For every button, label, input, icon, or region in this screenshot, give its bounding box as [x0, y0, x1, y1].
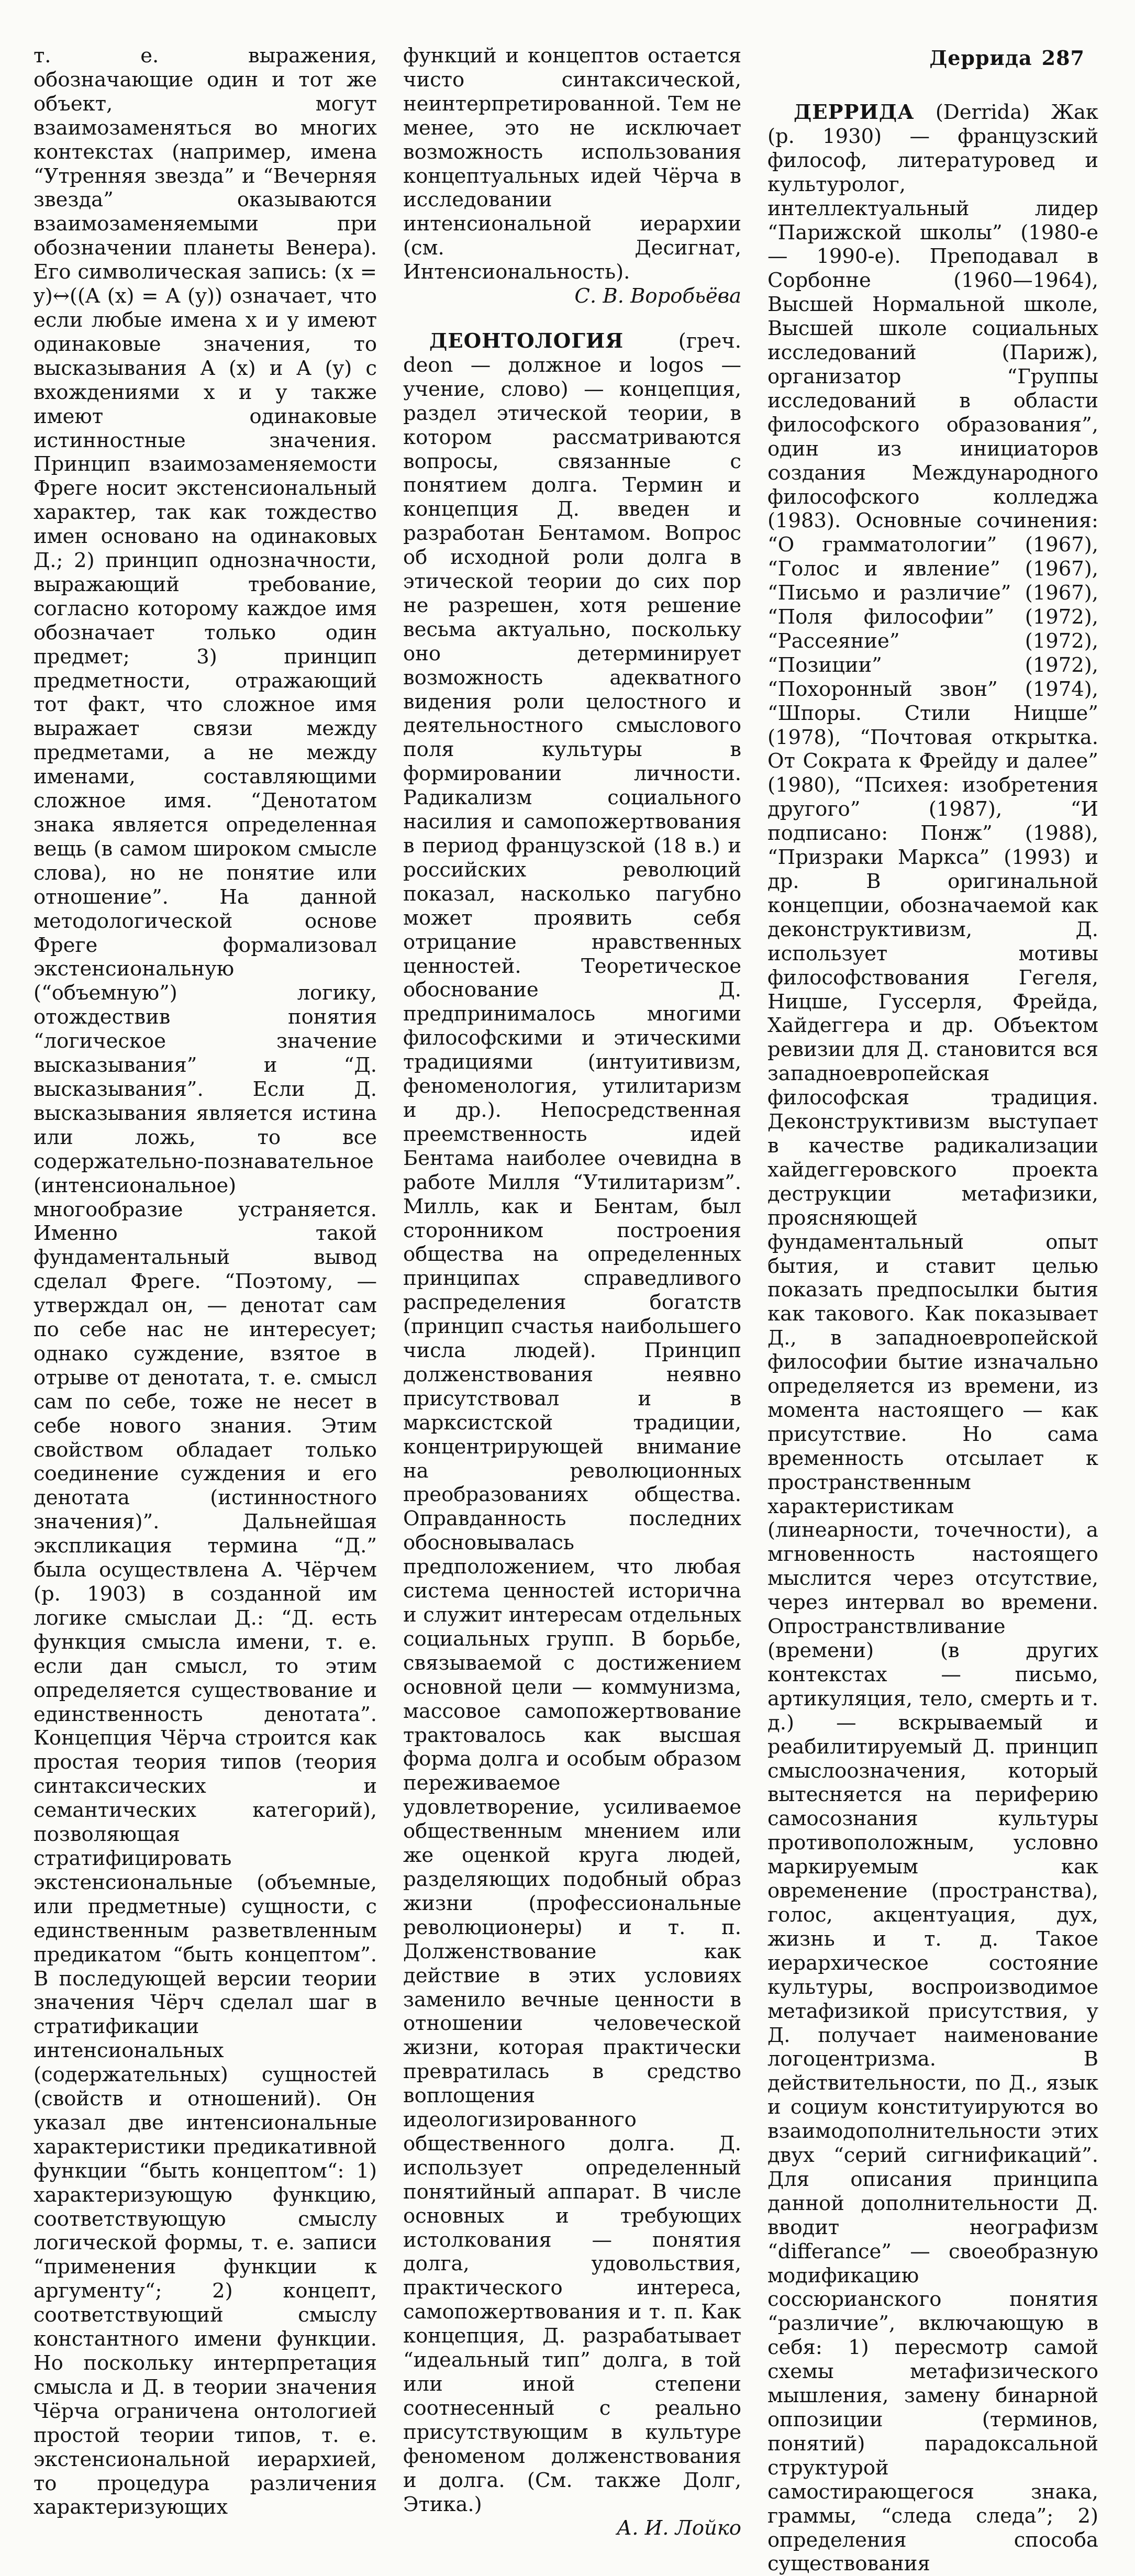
column-3 [767, 101, 1098, 2576]
entry-derrida-text: (Derrida) Жак (р. 1930) — французский философ, литературовед и культуролог, интеллектуальный лидер “Парижской школы” (1980-е — 1990-е). Преподавал в Сорбонне (1960—1964), Высшей Нормальной школе, Высшей школе социальных исследований (Париж), организатор “Группы исследований в области философского образования”, один из инициаторов создания Международного философского колледжа (1983). Основные сочинения: “О грамматологии” (1967), “Голос и явление” (1967), “Письмо и различие” (1967), “Поля философии” (1972), “Рассеяние” (1972), “Позиции” (1972), “Похоронный звон” (1974), “Шпоры. Стили Ницше” (1978), “Почтовая открытка. От Сократа к Фрейду и далее” (1980), “Психея: изобретения другого” (1987), “И подписано: Понж” (1988), “Призраки Маркса” (1993) и др. В оригинальной концепции, обозначаемой как деконструктивизм, Д. использует мотивы философствования Гегеля, Ницше, Гуссерля, Фрейда, Хайдеггера и др. Объектом ревизии для Д. становится вся западноевропейская философская традиция. Деконструктивизм выступает в качестве радикализации хайдеггеровского проекта деструкции метафизики, проясняющей фундаментальный опыт бытия, и ставит целью показать предпосылки бытия как такового. Как показывает Д., в западноевропейской философии бытие изначально определяется из времени, из момента настоящего — как присутствие. Но сама временность отсылает к пространственным характеристикам (линеарности, точечности), а мгновенность настоящего мыслится через отсутствие, через интервал во времени. Опространствливание (времени) (в других контекстах — письмо, артикуляция, тело, смерть и т. д.) — вскрываемый и реабилитируемый Д. принцип смыслоозначения, который вытесняется на периферию самосознания культуры противоположным, условно маркируемым как овременение (пространства), голос, акцентуация, дух, жизнь и т. д. Такое иерархическое состояние культуры, воспроизводимое метафизикой присутствия, у Д. получает наименование логоцентризма. В действительности, по Д., язык и социум конституируются во взаимодополнительности этих двух “серий сигнификаций”. Для описания принципа данной дополнительности Д. вводит неографизм “differance” — своеобразную модификацию соссюрианского понятия “различие”, включающую в себя: 1) пересмотр самой схемы метафизического мышления, замену бинарной оппозиции (терминов, понятий) парадоксальной структурой самостирающегося знака, граммы, “следа следа”; 2) определения способа существования [767, 101, 1098, 2576]
header-title: Деррида [929, 46, 1032, 70]
entry-deontology-text: (греч. deon — должное и logos — учение, слово) — концепция, раздел этической теории, в котором рассматриваются вопросы, связанные с понятием долга. Термин и концепция Д. введен и разработан Бентамом. Вопрос об исходной роли долга в этической теории до сих пор не разрешен, хотя решение весьма актуально, поскольку оно детерминирует возможность адекватного видения роли целостного и деятельностного смыслового поля культуры в формировании личности. Радикализм социального насилия и самопожертвования в период французской (18 в.) и российских революций показал, насколько пагубно может проявить себя отрицание нравственных ценностей. Теоретическое обоснование Д. предпринималось многими философскими и этическими традициями (интуитивизм, феноменология, утилитаризм и др.). Непосредственная преемственность идей Бентама наиболее очевидна в работе Милля “Утилитаризм”. Милль, как и Бентам, был сторонником построения общества на определенных принципах справедливого распределения богатств (принцип счастья наибольшего числа людей). Принцип долженствования неявно присутствовал и в марксистской традиции, концентрирующей внимание на революционных преобразованиях общества. Оправданность последних обосновывалась предположением, что любая система ценностей исторична и служит интересам отдельных социальных групп. В борьбе, связываемой с достижением основной цели — коммунизма, массовое самопожертвование трактовалось как высшая форма долга и особым образом переживаемое удовлетворение, усиливаемое общественным мнением или же оценкой круга людей, разделяющих подобный образ жизни (профессиональные революционеры) и т. п. Долженствование как действие в этих условиях заменило вечные ценности в отношении человеческой жизни, которая практически превратилась в средство воплощения идеологизированного общественного долга. Д. использует определенный понятийный аппарат. В числе основных и требующих истолкования — понятия долга, удовольствия, практического интереса, самопожертвования и т. п. Как концепция, Д. разрабатывает “идеальный тип” долга, в той или иной степени соотнесенный с реально присутствующим в культуре феноменом долженствования и долга. (См. также Долг, Этика.) [403, 329, 741, 2516]
entry-deontology [403, 329, 741, 2516]
headword-deontology: ДЕОНТОЛОГИЯ [429, 329, 624, 353]
headword-derrida: ДЕРРИДА [794, 101, 915, 124]
column-1 [34, 44, 377, 2519]
entry-deontology-author: А. И. Лойко [617, 2516, 741, 2540]
column-2 [403, 44, 741, 2540]
page-number: 287 [1041, 46, 1085, 70]
column-1-text: т. е. выражения, обозначающие один и тот же объект, могут взаимозаменяться во многих контекстах (например, имена “Утренняя звезда” и “Вечерняя звезда” оказываются взаимозаменяемыми при обозначении планеты Венера). Его символическая запись: (x = y)↔((A (x) = A (y)) означает, что если любые имена x и y имеют одинаковые значения, то высказывания A (x) и A (y) с вхождениями x и y также имеют одинаковые истинностные значения. Принцип взаимозаменяемости Фреге носит экстенсиональный характер, так как тождество имен основано на одинаковых Д.; 2) принцип однозначности, выражающий требование, согласно которому каждое имя обозначает только один предмет; 3) принцип предметности, отражающий тот факт, что сложное имя выражает связи между предметами, а не между именами, составляющими сложное имя. “Денотатом знака является определенная вещь (в самом широком смысле слова), но не понятие или отношение”. На данной методологической основе Фреге формализовал экстенсиональную (“объемную”) логику, отождествив понятия “логическое значение высказывания” и “Д. высказывания”. Если Д. высказывания является истина или ложь, то все содержательно-познавательное (интенсиональное) многообразие устраняется. Именно такой фундаментальный вывод сделал Фреге. “Поэтому, — утверждал он, — денотат сам по себе нас не интересует; однако суждение, взятое в отрыве от денотата, т. е. смысл сам по себе, тоже не несет в себе нового знания. Этим свойством обладает только соединение суждения и его денотата (истинностного значения)”. Дальнейшая экспликация термина “Д.” была осуществлена А. Чёрчем (р. 1903) в созданной им логике смыслаи Д.: “Д. есть функция смысла имени, т. е. если дан смысл, то этим определяется существование и единственность денотата”. Концепция Чёрча строится как простая теория типов (теория синтаксических и семантических категорий), позволяющая стратифицировать экстенсиональные (объемные, или предметные) сущности, с единственным разветвленным предикатом “быть концептом”. В последующей версии теории значения Чёрч сделал шаг в стратификации интенсиональных (содержательных) сущностей (свойств и отношений). Он указал две интенсиональные характеристики предикативной функции “быть концептом“: 1) характеризующую функцию, соответствующую смыслу логической формы, т. е. записи “применения функции к аргументу“; 2) концепт, соответствующий смыслу константного имени функции. Но поскольку интерпретация смысла и Д. в теории значения Чёрча ограничена онтологией простой теории типов, т. е. экстенсиональной иерархией, то процедура различения характеризующих [34, 44, 377, 2519]
entry-derrida [767, 101, 1098, 2576]
intro-author: С. В. Воробьёва [574, 284, 741, 308]
column-2-intro: функций и концептов остается чисто синтаксической, неинтерпретированной. Тем не менее, это не исключает возможность использования концептуальных идей Чёрча в исследовании интенсиональной иерархии (см. Десигнат, Интенсиональность). [403, 44, 741, 284]
running-header [929, 46, 1085, 70]
